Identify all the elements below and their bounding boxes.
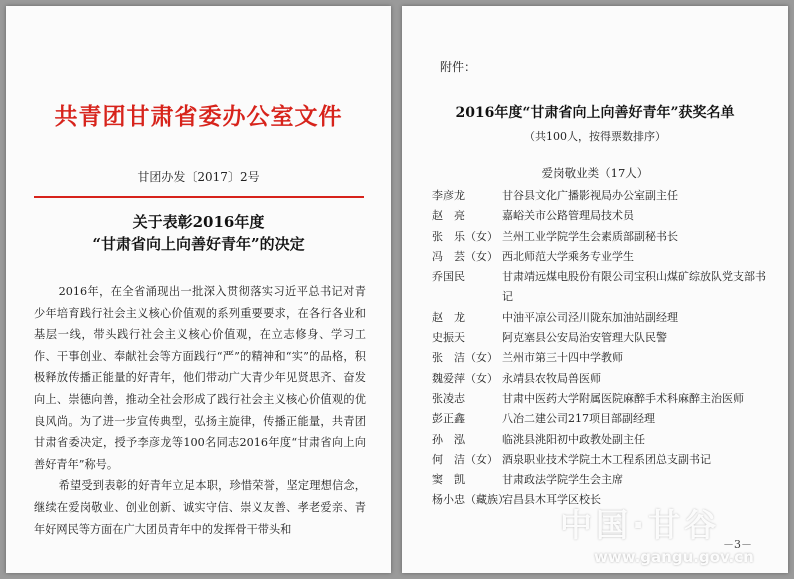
right-document-page <box>402 6 788 573</box>
awardee-name: 窦 凯 <box>432 473 465 487</box>
list-item <box>432 308 772 328</box>
awardee-position: 酒泉职业技术学院土木工程系团总支副书记 <box>502 452 711 466</box>
awardee-name: 张 乐（女） <box>432 229 498 243</box>
list-item <box>432 450 772 470</box>
awardee-name: 史振天 <box>432 331 465 345</box>
awardee-position: 兰州市第三十四中学教师 <box>502 351 623 365</box>
header-red-rule <box>34 196 364 198</box>
awardee-position: 甘谷县文化广播影视局办公室副主任 <box>502 189 678 202</box>
list-item <box>432 186 772 206</box>
awardee-name: 李彦龙 <box>432 189 465 202</box>
awardee-position: 临洮县洮阳初中政教处副主任 <box>502 432 645 446</box>
awardee-position: 宕昌县木耳学区校长 <box>502 493 601 507</box>
list-item <box>432 389 772 409</box>
awardee-name: 冯 芸（女） <box>432 249 498 263</box>
award-list <box>432 186 772 511</box>
site-watermark: 中国·甘谷 <box>560 506 721 544</box>
awardee-position: 兰州工业学院学生会素质部副秘书长 <box>502 229 678 243</box>
document-number: 甘团办发〔2017〕2号 <box>137 170 260 184</box>
awardee-position: 阿克塞县公安局治安管理大队民警 <box>502 331 667 345</box>
attachment-label: 附件： <box>440 60 477 74</box>
awardee-name: 张凌志 <box>432 391 465 405</box>
body-paragraph-2: 希望受到表彰的好青年立足本职，珍惜荣誉，坚定理想信念，继续在爱岗敬业、创业创新、诚实守信、崇义友善、孝老爱亲、青年好网民等方面在广大团员青年中的发挥骨干带头和 <box>34 479 366 536</box>
awardee-name: 魏爱萍（女） <box>432 371 498 385</box>
awardee-name: 乔国民 <box>432 270 465 284</box>
awardee-position: 八冶二建公司217项目部副经理 <box>502 412 655 426</box>
list-item <box>432 227 772 247</box>
awardee-name: 赵 龙 <box>432 310 465 324</box>
body-paragraph-1: 2016年，在全省涌现出一批深入贯彻落实习近平总书记对青少年培育践行社会主义核心价值观的系列重要要求，在各行各业和基层一线，带头践行社会主义核心价值观，在立志修身、学习工作、干事创业、奉献社会等方面践行“严”的精神和“实”的品格，积极释放传播正能量的好青年，他们带动广大青少年见贤思齐、奋发向上、崇德向善，推动全社会形成了践行社会主义核心价值观的优良风尚。为了进一步宣传典型，弘扬主旋律，传播正能量，共青团甘肃省委决定，授予李彦龙等100名同志2016年度“甘肃省向上向善好青年”称号。 <box>34 285 366 471</box>
awardee-name: 杨小忠（藏族） <box>432 493 509 507</box>
site-watermark-url: www.gangu.gov.cn <box>594 548 754 566</box>
awardee-position: 西北师范大学乘务专业学生 <box>502 249 634 263</box>
list-item <box>432 247 772 267</box>
award-list-title: 2016年度“甘肃省向上向善好青年”获奖名单 <box>455 105 735 121</box>
decision-title-line1: 关于表彰2016年度 <box>132 213 265 231</box>
awardee-name: 何 洁（女） <box>432 452 498 466</box>
awardee-position: 甘肃政法学院学生会主席 <box>502 473 623 487</box>
list-item <box>432 267 772 308</box>
awardee-position: 永靖县农牧局兽医师 <box>502 371 601 385</box>
list-item <box>432 206 772 226</box>
list-item <box>432 369 772 389</box>
list-item <box>432 328 772 348</box>
decision-title <box>6 211 391 255</box>
decision-body <box>34 281 366 540</box>
decision-title-line2: “甘肃省向上向善好青年”的决定 <box>92 235 305 253</box>
document-header-title: 共青团甘肃省委办公室文件 <box>54 103 343 130</box>
award-category-heading: 爱岗敬业类（17人） <box>541 166 649 180</box>
page-number: －3－ <box>723 538 752 551</box>
left-document-page <box>6 6 391 573</box>
awardee-name: 孙 泓 <box>432 432 465 446</box>
list-item <box>432 409 772 429</box>
award-list-subtitle: （共100人，按得票数排序） <box>524 130 666 143</box>
awardee-name: 张 洁（女） <box>432 351 498 365</box>
awardee-name: 赵 亮 <box>432 209 465 223</box>
awardee-position: 甘肃中医药大学附属医院麻醉手术科麻醉主治医师 <box>502 391 744 405</box>
awardee-position: 甘肃靖远煤电股份有限公司宝积山煤矿综放队党支部书记 <box>502 270 766 304</box>
awardee-position: 嘉峪关市公路管理局技术员 <box>502 209 634 223</box>
awardee-name: 彭正鑫 <box>432 412 465 426</box>
list-item <box>432 430 772 450</box>
awardee-position: 中油平凉公司泾川陇东加油站副经理 <box>502 310 678 324</box>
list-item <box>432 348 772 368</box>
list-item <box>432 470 772 490</box>
